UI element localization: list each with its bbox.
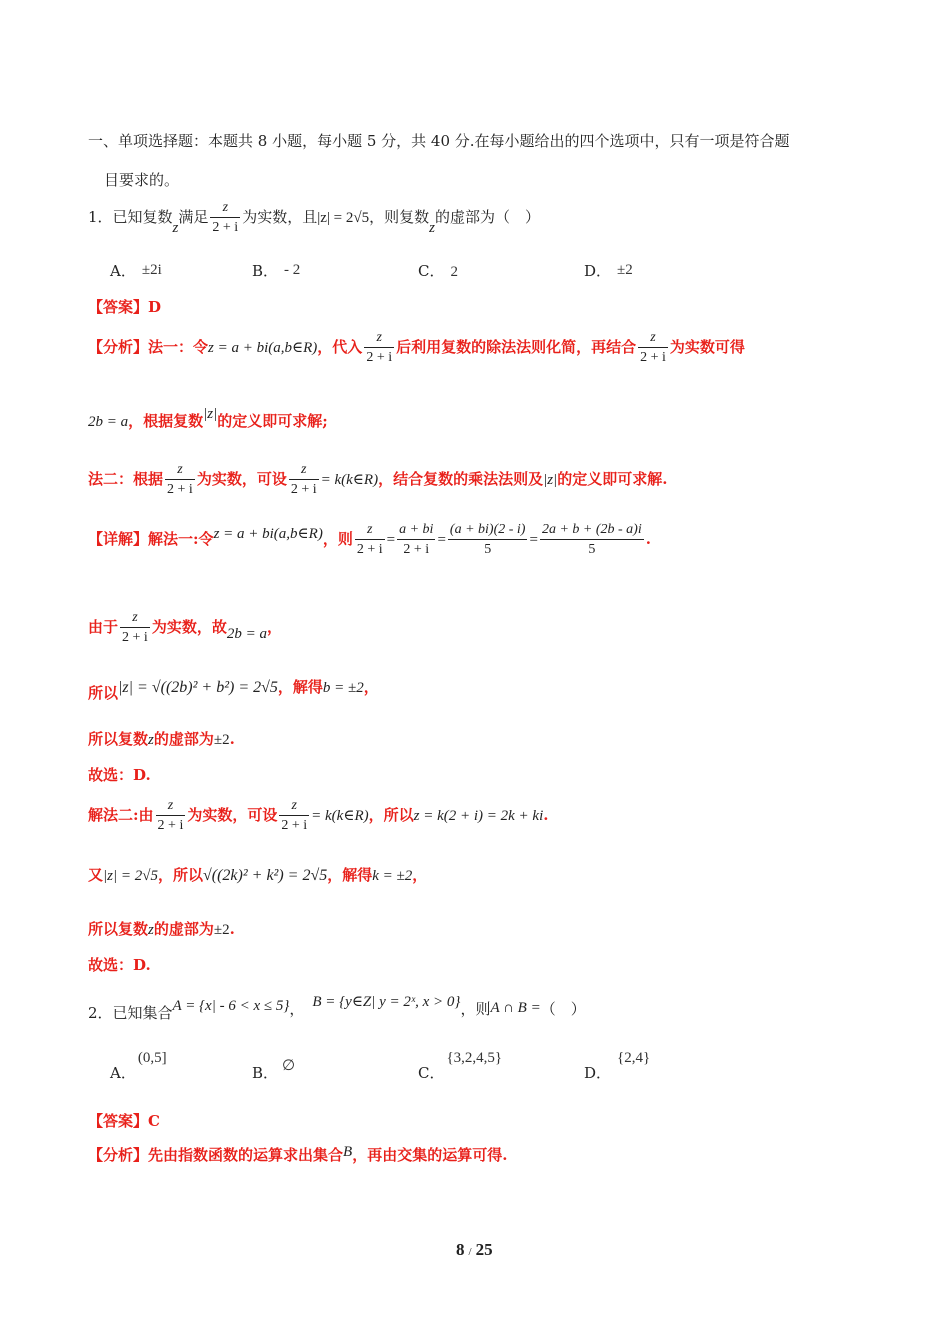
q2-option-b: B． ∅ (252, 1058, 296, 1082)
section-heading-line1: 一、单项选择题：本题共 8 小题，每小题 5 分，共 40 分.在每小题给出的四个选项中，只有一项是符合题 (88, 132, 790, 150)
q1-detail-line1: 【详解】解法一:令z = a + bi(a,b∈R)，则 $\frac{z}{2 + i}$ = $\frac{a + bi}{2 + i}$ = $\frac{(a + bi)(2 - i)}{5}$ = $\frac{2a + b + (2b - a)i}{5}$ . (88, 522, 651, 557)
q1-detail-choice-1: 故选：D. (88, 766, 151, 784)
q1-detail-line7: 又|z| = 2√5，所以√((2k)² + k²) = 2√5，解得k = ±2， (88, 866, 428, 884)
q2-analysis: 【分析】先由指数函数的运算求出集合B，再由交集的运算可得. (88, 1144, 508, 1164)
question-1-stem: 1．已知复数z满足 $\frac{z}{2 + i}$ 为实数，且|z| = 2√5，则复数z的虚部为（ ） (88, 200, 540, 236)
q1-analysis-line3: 法二：根据 $\frac{z}{2 + i}$ 为实数，可设 $\frac{z}{2 + i}$ = k(k∈R)，结合复数的乘法法则及|z|的定义即可求解. (88, 462, 668, 497)
q1-detail-line6: 解法二:由 $\frac{z}{2 + i}$ 为实数，可设 $\frac{z}{2 + i}$ = k(k∈R)，所以z = k(2 + i) = 2k + ki. (88, 798, 549, 833)
q1-analysis-line1: 【分析】法一：令z = a + bi(a,b∈R)，代入 $\frac{z}{2 + i}$ 后利用复数的除法法则化简，再结合 $\frac{z}{2 + i}$ 为实数可得 (88, 330, 745, 365)
q2-answer: 【答案】C (88, 1112, 160, 1130)
q1-option-c: C． 2 (418, 262, 458, 280)
question-2-stem: 2．已知集合A = {x| - 6 < x ≤ 5}， B = {y∈Z| y = 2ˣ, x > 0}，则A ∩ B =（ ） (88, 994, 586, 1022)
q1-detail-line8: 所以复数z的虚部为±2. (88, 920, 235, 938)
q2-option-d: D．{2,4} (584, 1050, 651, 1082)
q1-detail-line3: 所以|z| = √((2b)² + b²) = 2√5，解得b = ±2， (88, 678, 379, 702)
q2-option-c: C．{3,2,4,5} (418, 1050, 503, 1082)
q1-detail-choice-2: 故选：D. (88, 956, 151, 974)
q2-option-a: A．(0,5] (110, 1050, 167, 1082)
q1-option-b: B． - 2 (252, 262, 301, 280)
q1-option-d: D． ±2 (584, 262, 633, 280)
q1-answer: 【答案】D (88, 298, 162, 316)
q1-option-a: A． ±2i (110, 262, 162, 280)
page-number: 8 / 25 (456, 1240, 493, 1259)
q1-detail-line4: 所以复数z的虚部为±2. (88, 730, 235, 748)
q1-analysis-line2: 2b = a，根据复数|z|的定义即可求解; (88, 406, 328, 430)
section-heading-line2: 目要求的。 (104, 171, 180, 189)
q1-detail-line2: 由于 $\frac{z}{2 + i}$ 为实数，故2b = a， (88, 610, 282, 645)
